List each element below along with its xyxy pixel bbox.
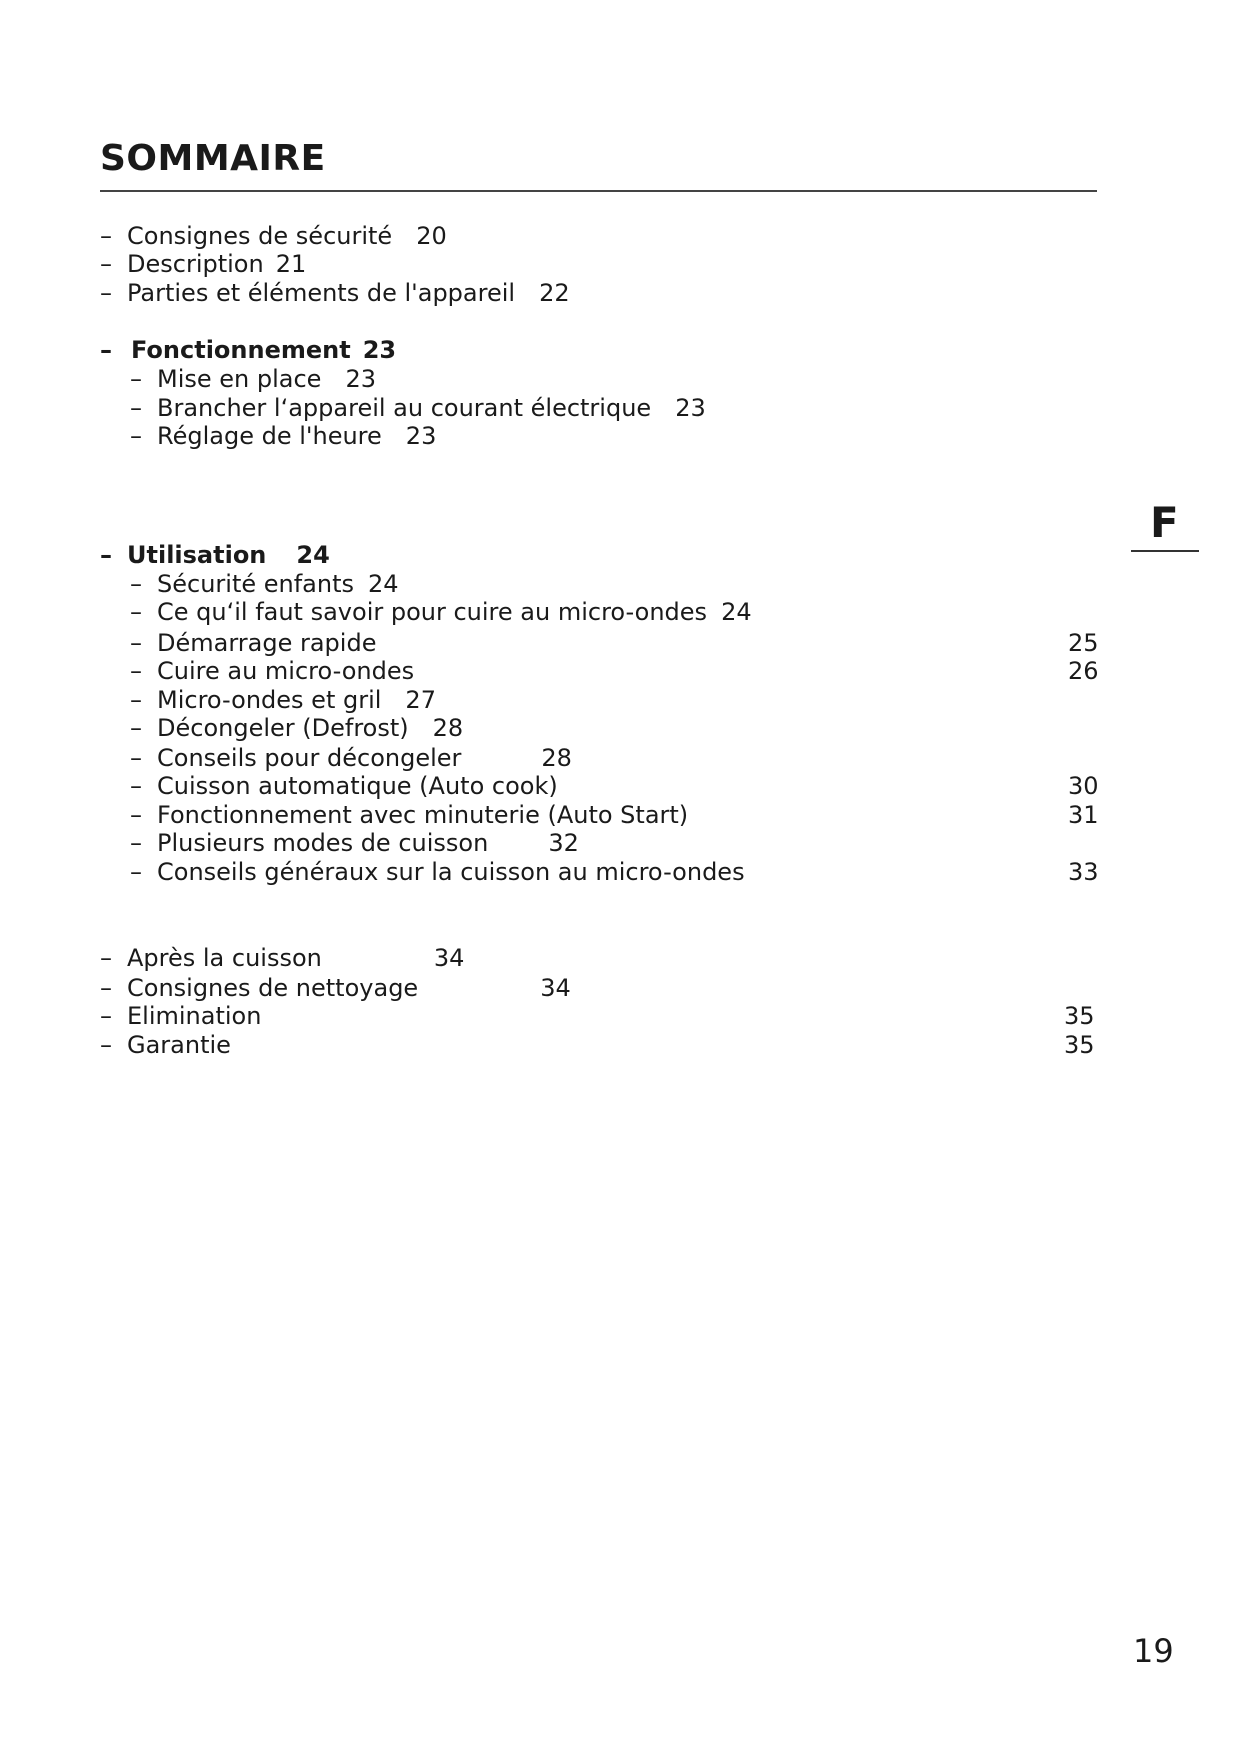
toc-entry[interactable]: – Garantie <box>100 1031 231 1059</box>
toc-entry[interactable]: – Micro-ondes et gril 27 <box>130 686 436 714</box>
toc-entry-label: Garantie <box>127 1031 231 1059</box>
toc-entry-label: Fonctionnement avec minuterie (Auto Start) <box>157 801 689 829</box>
toc-entry-page: 22 <box>539 279 570 307</box>
toc-entry-page: 23 <box>405 422 437 450</box>
toc-entry-label: Consignes de nettoyage <box>127 974 419 1002</box>
toc-entry-page: 35 <box>1064 1002 1095 1030</box>
toc-entry[interactable]: – Description 21 <box>100 250 307 278</box>
toc-entry-page: 28 <box>432 714 464 742</box>
page-number: 19 <box>1133 1632 1174 1670</box>
toc-entry-page: 21 <box>275 250 307 278</box>
toc-entry[interactable]: – Conseils pour décongeler 28 <box>130 744 572 772</box>
toc-entry[interactable]: – Décongeler (Defrost) 28 <box>130 714 464 742</box>
toc-entry-page: 27 <box>405 686 436 714</box>
toc-entry-label: Parties et éléments de l'appareil <box>127 279 516 307</box>
toc-section-label: Utilisation <box>127 541 267 569</box>
toc-entry-label: Plusieurs modes de cuisson <box>157 829 489 857</box>
toc-entry-page: 20 <box>416 222 447 250</box>
toc-entry-label: Réglage de l'heure <box>157 422 382 450</box>
toc-entry-page: 24 <box>368 570 399 598</box>
toc-entry-label: Après la cuisson <box>127 944 322 972</box>
language-tab-underline <box>1131 550 1199 552</box>
toc-entry[interactable]: – Fonctionnement avec minuterie (Auto Start) <box>130 801 689 829</box>
toc-entry[interactable]: – Brancher l‘appareil au courant électrique 23 <box>130 394 706 422</box>
toc-entry-label: Décongeler (Defrost) <box>157 714 409 742</box>
toc-entry[interactable]: – Plusieurs modes de cuisson 32 <box>130 829 579 857</box>
toc-entry-page: 33 <box>1068 858 1099 886</box>
toc-entry-label: Démarrage rapide <box>157 629 377 657</box>
toc-entry-label: Ce qu‘il faut savoir pour cuire au micro-ondes <box>157 598 708 626</box>
toc-section-label: Fonctionnement <box>131 336 351 364</box>
toc-entry-page: 23 <box>675 394 706 422</box>
toc-entry-label: Brancher l‘appareil au courant électrique <box>157 394 652 422</box>
toc-entry[interactable]: – Sécurité enfants 24 <box>130 570 399 598</box>
toc-entry-label: Conseils généraux sur la cuisson au micro-ondes <box>157 858 745 886</box>
toc-entry[interactable]: – Cuisson automatique (Auto cook) <box>130 772 558 800</box>
toc-section-page: 24 <box>296 541 330 569</box>
toc-entry-page: 30 <box>1068 772 1099 800</box>
toc-entry[interactable]: – Cuire au micro-ondes <box>130 657 415 685</box>
toc-section-page: 23 <box>362 336 397 364</box>
toc-entry-page: 31 <box>1068 801 1099 829</box>
toc-entry[interactable]: – Consignes de nettoyage 34 <box>100 974 571 1002</box>
toc-entry-page: 25 <box>1068 629 1099 657</box>
toc-entry-page: 34 <box>540 974 571 1002</box>
toc-entry-label: Mise en place <box>157 365 322 393</box>
toc-entry-page: 34 <box>433 944 465 972</box>
toc-entry[interactable]: – Mise en place 23 <box>130 365 376 393</box>
toc-entry[interactable]: – Parties et éléments de l'appareil 22 <box>100 279 570 307</box>
toc-section-utilisation[interactable]: – Utilisation 24 <box>100 541 330 569</box>
toc-entry-page: 28 <box>541 744 572 772</box>
toc-entry[interactable]: – Réglage de l'heure 23 <box>130 422 437 450</box>
toc-entry-page: 26 <box>1068 657 1099 685</box>
toc-entry-label: Cuisson automatique (Auto cook) <box>157 772 558 800</box>
toc-entry[interactable]: – Ce qu‘il faut savoir pour cuire au micro-ondes 24 <box>130 598 752 626</box>
page-title: SOMMAIRE <box>100 138 326 179</box>
toc-entry[interactable]: – Démarrage rapide <box>130 629 377 657</box>
toc-entry[interactable]: – Consignes de sécurité 20 <box>100 222 447 250</box>
toc-section-fonctionnement[interactable]: – Fonctionnement 23 <box>100 336 397 364</box>
toc-entry-page: 24 <box>721 598 752 626</box>
toc-entry[interactable]: – Après la cuisson 34 <box>100 944 465 972</box>
toc-entry-label: Sécurité enfants <box>157 570 355 598</box>
toc-entry[interactable]: – Conseils généraux sur la cuisson au micro-ondes <box>130 858 745 886</box>
toc-entry-label: Micro-ondes et gril <box>157 686 382 714</box>
toc-entry-label: Description <box>127 250 264 278</box>
toc-entry-label: Conseils pour décongeler <box>157 744 462 772</box>
toc-entry-label: Consignes de sécurité <box>127 222 393 250</box>
toc-entry-label: Cuire au micro-ondes <box>157 657 415 685</box>
language-tab: F <box>1150 498 1179 547</box>
toc-entry[interactable]: – Elimination <box>100 1002 262 1030</box>
toc-entry-page: 35 <box>1064 1031 1095 1059</box>
title-divider <box>100 190 1097 192</box>
toc-entry-label: Elimination <box>127 1002 262 1030</box>
toc-entry-page: 32 <box>548 829 579 857</box>
toc-entry-page: 23 <box>345 365 376 393</box>
